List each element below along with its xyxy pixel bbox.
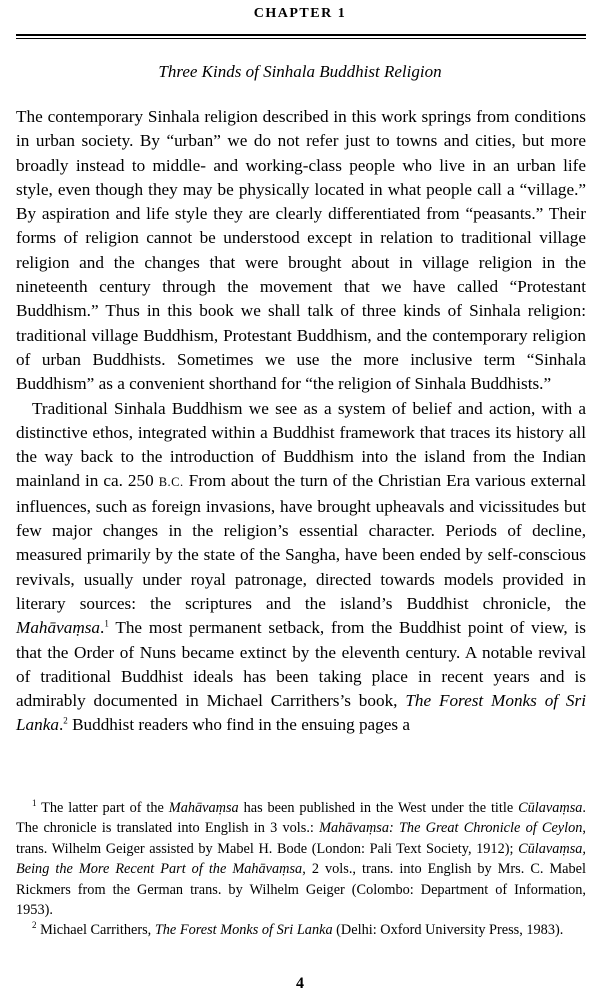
footnote-1-text-3: . The chronicle is translated into English in 3 vols.: bbox=[16, 800, 586, 837]
paragraph-2-part-3: The most permanent setback, from the Buddhist point of view, is that the Order of Nuns became extinct by the eleventh century. A notable revival of traditional Buddhist ideals has been taking place in recent years and is admirably documented in Michael Carrithers’s book, bbox=[16, 618, 586, 711]
footnote-1-italic-3: Mahāvaṃsa: The Great Chronicle of Ceylon bbox=[319, 820, 583, 837]
footnote-2-italic-1: The Forest Monks of Sri Lanka bbox=[154, 922, 333, 939]
header-rule-thick bbox=[16, 34, 586, 36]
title-mahavamsa: Mahāvaṃsa bbox=[16, 618, 101, 638]
footnote-1-italic-1: Mahāvaṃsa bbox=[168, 800, 239, 816]
footnotes bbox=[16, 798, 586, 941]
paragraph-2-part-2: From about the turn of the Christian Era various external influences, such as foreign invasions, have brought upheavals and vicissitudes but few major changes in the religion’s essential character. Periods of decline, measured primarily by the state of the Sangha, have been ended by self-conscious revivals, usually under royal patronage, directed towards models provided in literary sources: the scriptures and the island’s Buddhist chronicle, the bbox=[16, 471, 586, 613]
paragraph-2: Traditional Sinhala Buddhism we see as a system of belief and action, with a distinctive ethos, integrated within a Buddhist framework that traces its history all the way back to the introduction of Buddhism into the island from the Indian mainland in ca. 250 B.C. From about the turn of the Christian Era various external influences, such as foreign invasions, have brought upheavals and vicissitudes but few major changes in the religion’s essential character. Periods of decline, measured primarily by the state of the Sangha, have been ended by self-conscious revivals, usually under royal patronage, directed towards models provided in literary sources: the scriptures and the island’s Buddhist chronicle, the Mahāvaṃsa.$^1$ The most permanent setback, from the Buddhist point of view, is that the Order of Nuns became extinct by the eleventh century. A notable revival of traditional Buddhist ideals has been taking place in recent years and is admirably documented in Michael Carrithers’s book, The Forest Monks of Sri Lanka.$^2$ Buddhist readers who find in the ensuing pages a bbox=[16, 398, 586, 735]
footnote-1-text-2: has been published in the West under the title bbox=[238, 800, 519, 816]
footnote-1-text-5: , 2 vols., trans. into English by Mrs. C. Mabel Rickmers from the German trans. by Wilhelm Geiger (Colombo: Department of Information, 1953). bbox=[16, 861, 586, 919]
footnote-1-mark: 1 bbox=[32, 798, 37, 809]
footnote-1-italic-2: Cūlavaṃsa bbox=[518, 800, 583, 816]
footnote-ref-2: 2 bbox=[63, 715, 68, 726]
footnote-2-text-2: (Delhi: Oxford University Press, 1983). bbox=[332, 922, 564, 939]
paragraph-1: The contemporary Sinhala religion described in this work springs from conditions in urban society. By “urban” we do not refer just to towns and cities, but more broadly instead to middle- and working-class people who live in an urban life style, even though they may be physically located in what people call a “village.” By aspiration and life style they are clearly differentiated from “peasants.” Their forms of religion cannot be understood except in relation to traditional village religion and the changes that were brought about in village religion in the nineteenth century through the movement that we have called “Protestant Buddhism.” Thus in this book we shall talk of three kinds of Sinhala religion: traditional village Buddhism, Protestant Buddhism, and the contemporary religion of urban Buddhists. Sometimes we use the more inclusive term “Sinhala Buddhism” as a convenient shorthand for “the religion of Sinhala Buddhists.” bbox=[16, 107, 586, 394]
footnote-2-text-1: Michael Carrithers, bbox=[36, 922, 155, 939]
era-abbreviation: B.C. bbox=[158, 475, 184, 490]
footnote-1-italic-4: Cūlavaṃsa, Being the More Recent Part of the Mahāvaṃsa bbox=[16, 840, 586, 878]
body-text bbox=[16, 105, 586, 738]
paragraph-2-part-4: Buddhist readers who find in the ensuing pages a bbox=[67, 715, 411, 735]
paragraph-2-part-1: Traditional Sinhala Buddhism we see as a system of belief and action, with a distinctive ethos, integrated within a Buddhist framework that traces its history all the way back to the introduction of Buddhism into the island from the Indian mainland in ca. 250 bbox=[16, 398, 586, 491]
footnote-1-text-4: , trans. Wilhelm Geiger assisted by Mabel H. Bode (London: Pali Text Society, 1912); bbox=[16, 820, 586, 857]
footnote-ref-1: 1 bbox=[104, 618, 109, 629]
title-forest-monks: The Forest Monks of Sri Lanka bbox=[16, 691, 586, 735]
chapter-heading: CHAPTER 1 bbox=[253, 6, 347, 21]
footnote-2 bbox=[16, 920, 586, 940]
footnote-2-mark: 2 bbox=[32, 920, 37, 931]
page-number: 4 bbox=[296, 975, 304, 992]
footnote-1 bbox=[16, 798, 586, 920]
header-rule-thin bbox=[16, 38, 586, 39]
footnote-1-text-1: The latter part of the bbox=[36, 800, 169, 816]
section-title: Three Kinds of Sinhala Buddhist Religion bbox=[158, 62, 442, 81]
